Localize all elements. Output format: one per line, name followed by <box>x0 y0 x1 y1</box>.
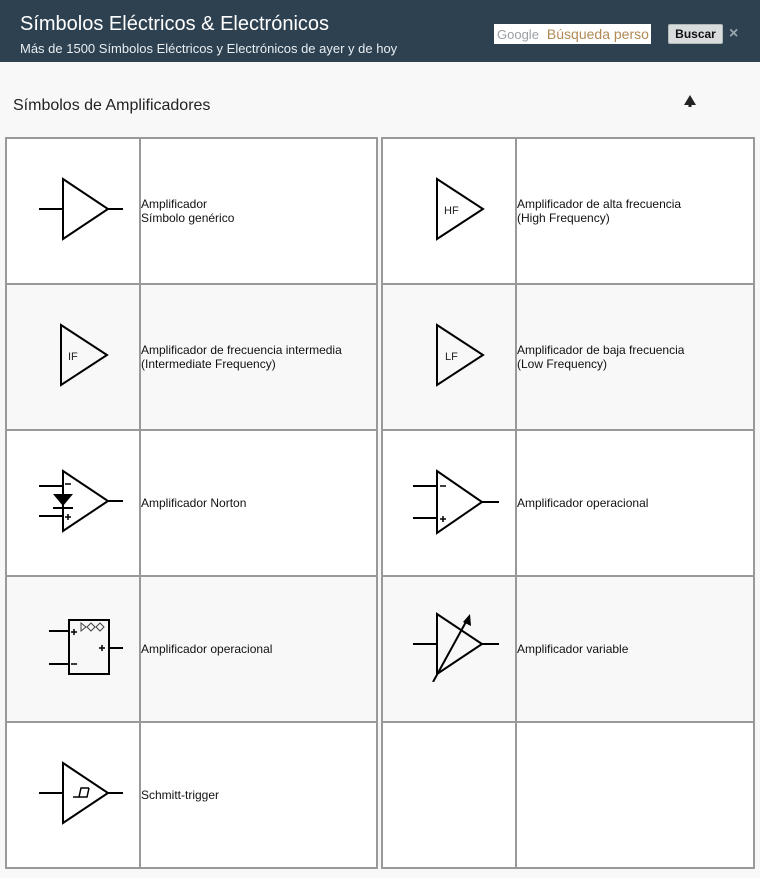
opamp-triangle-icon <box>399 466 499 536</box>
table-row <box>382 576 754 722</box>
description-cell: Amplificador operacional <box>516 430 754 576</box>
description-cell: Amplificador Símbolo genérico <box>140 138 377 284</box>
amplifier-hf-icon <box>399 174 499 244</box>
description-cell: Amplificador Norton <box>140 430 377 576</box>
description-cell-empty <box>516 722 754 868</box>
search-button[interactable]: Buscar <box>668 24 723 44</box>
description-cell: Amplificador de frecuencia intermedia (Intermediate Frequency) <box>140 284 377 430</box>
site-subtitle: Más de 1500 Símbolos Eléctricos y Electrónicos de ayer y de hoy <box>20 41 398 56</box>
section-title: Símbolos de Amplificadores <box>13 97 211 114</box>
description-cell: Schmitt-trigger <box>140 722 377 868</box>
svg-text:LF: LF <box>445 350 458 363</box>
symbol-cell-empty <box>382 722 516 868</box>
table-row <box>382 138 754 284</box>
svg-text:IF: IF <box>68 350 78 363</box>
schmitt-trigger-icon <box>23 758 123 828</box>
description-cell: Amplificador variable <box>516 576 754 722</box>
left-symbol-table <box>5 137 378 869</box>
table-row <box>382 722 754 868</box>
symbol-cell <box>382 138 516 284</box>
header-bar <box>0 0 760 62</box>
amplifier-norton-icon <box>23 466 123 536</box>
search-input[interactable] <box>494 24 651 44</box>
table-row <box>382 284 754 430</box>
table-row <box>6 576 377 722</box>
symbol-cell <box>382 430 516 576</box>
amplifier-generic-icon <box>23 174 123 244</box>
symbol-cell <box>6 576 140 722</box>
symbol-cell <box>6 430 140 576</box>
symbol-cell <box>382 284 516 430</box>
description-cell: Amplificador de baja frecuencia (Low Frequency) <box>516 284 754 430</box>
table-row <box>6 284 377 430</box>
description-cell: Amplificador de alta frecuencia (High Frequency) <box>516 138 754 284</box>
site-title[interactable]: Símbolos Eléctricos & Electrónicos <box>20 13 330 35</box>
amplifier-if-icon <box>23 320 123 390</box>
arrow-up-icon[interactable] <box>683 94 697 108</box>
right-symbol-table <box>381 137 755 869</box>
table-row <box>6 430 377 576</box>
symbol-cell <box>6 138 140 284</box>
table-row <box>6 138 377 284</box>
amplifier-variable-icon <box>399 612 499 682</box>
opamp-box-icon <box>23 612 123 682</box>
close-icon[interactable]: × <box>729 25 739 42</box>
symbol-cell <box>6 722 140 868</box>
svg-text:HF: HF <box>444 204 459 217</box>
table-row <box>6 722 377 868</box>
search-placeholder: Búsqueda perso <box>546 26 649 42</box>
symbol-cell <box>6 284 140 430</box>
amplifier-lf-icon <box>399 320 499 390</box>
symbol-cell <box>382 576 516 722</box>
google-logo: Google <box>497 26 539 42</box>
table-row <box>382 430 754 576</box>
description-cell: Amplificador operacional <box>140 576 377 722</box>
